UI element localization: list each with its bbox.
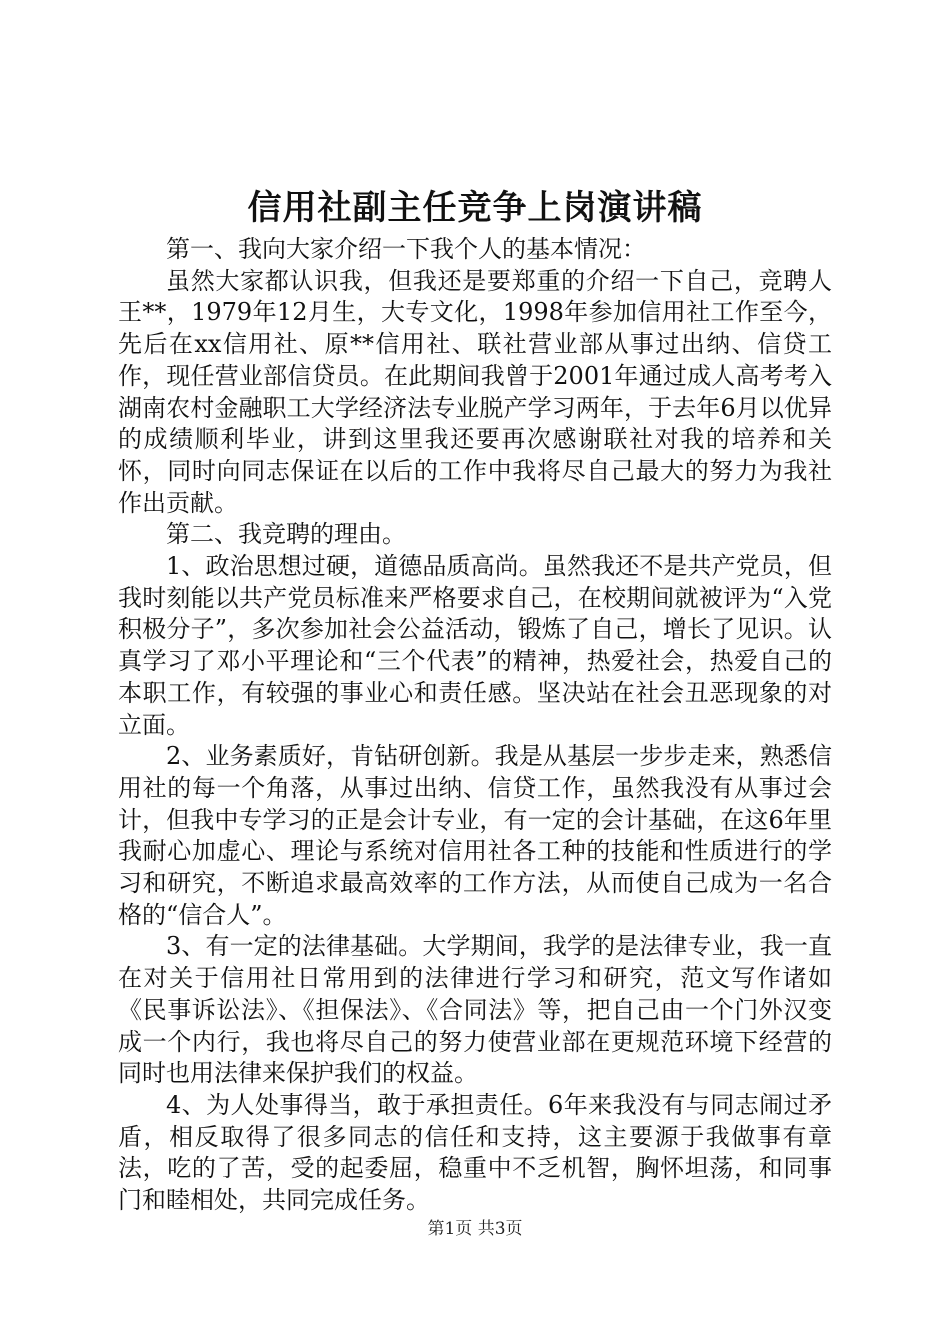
- paragraph-reason-business: 2、业务素质好，肯钻研创新。我是从基层一步步走来，熟悉信用社的每一个角落，从事过出纳、信贷工作，虽然我没有从事过会计，但我中专学习的正是会计专业，有一定的会计基础，在这6年里我耐心加虚心、理论与系统对信用社各工种的技能和性质进行的学习和研究，不断追求最高效率的工作方法，从而使自己成为一名合格的“信合人”。: [118, 742, 832, 929]
- paragraph-intro-heading: 第一、我向大家介绍一下我个人的基本情况：: [166, 235, 646, 263]
- page-footer: [0, 1218, 950, 1240]
- page-indicator: 第1页 共3页: [427, 1219, 523, 1239]
- paragraph-reason-political: 1、政治思想过硬，道德品质高尚。虽然我还不是共产党员，但我时刻能以共产党员标准来严格要求自己，在校期间就被评为“入党积极分子”，多次参加社会公益活动，锻炼了自己，增长了见识。认真学习了邓小平理论和“三个代表”的精神，热爱社会，热爱自己的本职工作，有较强的事业心和责任感。坚决站在社会丑恶现象的对立面。: [118, 552, 832, 739]
- document-title: 信用社副主任竞争上岗演讲稿: [247, 188, 703, 228]
- paragraph-personal-info: 虽然大家都认识我，但我还是要郑重的介绍一下自己，竞聘人王**，1979年12月生，大专文化，1998年参加信用社工作至今，先后在xx信用社、原**信用社、联社营业部从事过出纳、信贷工作，现任营业部信贷员。在此期间我曾于2001年通过成人高考考入湖南农村金融职工大学经济法专业脱产学习两年，于去年6月以优异的成绩顺利毕业，讲到这里我还要再次感谢联社对我的培养和关怀，同时向同志保证在以后的工作中我将尽自己最大的努力为我社作出贡献。: [118, 266, 832, 517]
- document-body: [118, 234, 832, 1217]
- paragraph-reason-legal: 3、有一定的法律基础。大学期间，我学的是法律专业，我一直在对关于信用社日常用到的法律进行学习和研究，范文写作诸如《民事诉讼法》、《担保法》、《合同法》等，把自己由一个门外汉变成一个内行，我也将尽自己的努力使营业部在更规范环境下经营的同时也用法律来保护我们的权益。: [118, 932, 832, 1088]
- paragraph-reason-conduct: 4、为人处事得当，敢于承担责任。6年来我没有与同志闹过矛盾，相反取得了很多同志的信任和支持，这主要源于我做事有章法，吃的了苦，受的起委屈，稳重中不乏机智，胸怀坦荡，和同事门和睦相处，共同完成任务。: [118, 1090, 832, 1215]
- paragraph-reasons-heading: 第二、我竞聘的理由。: [166, 520, 406, 549]
